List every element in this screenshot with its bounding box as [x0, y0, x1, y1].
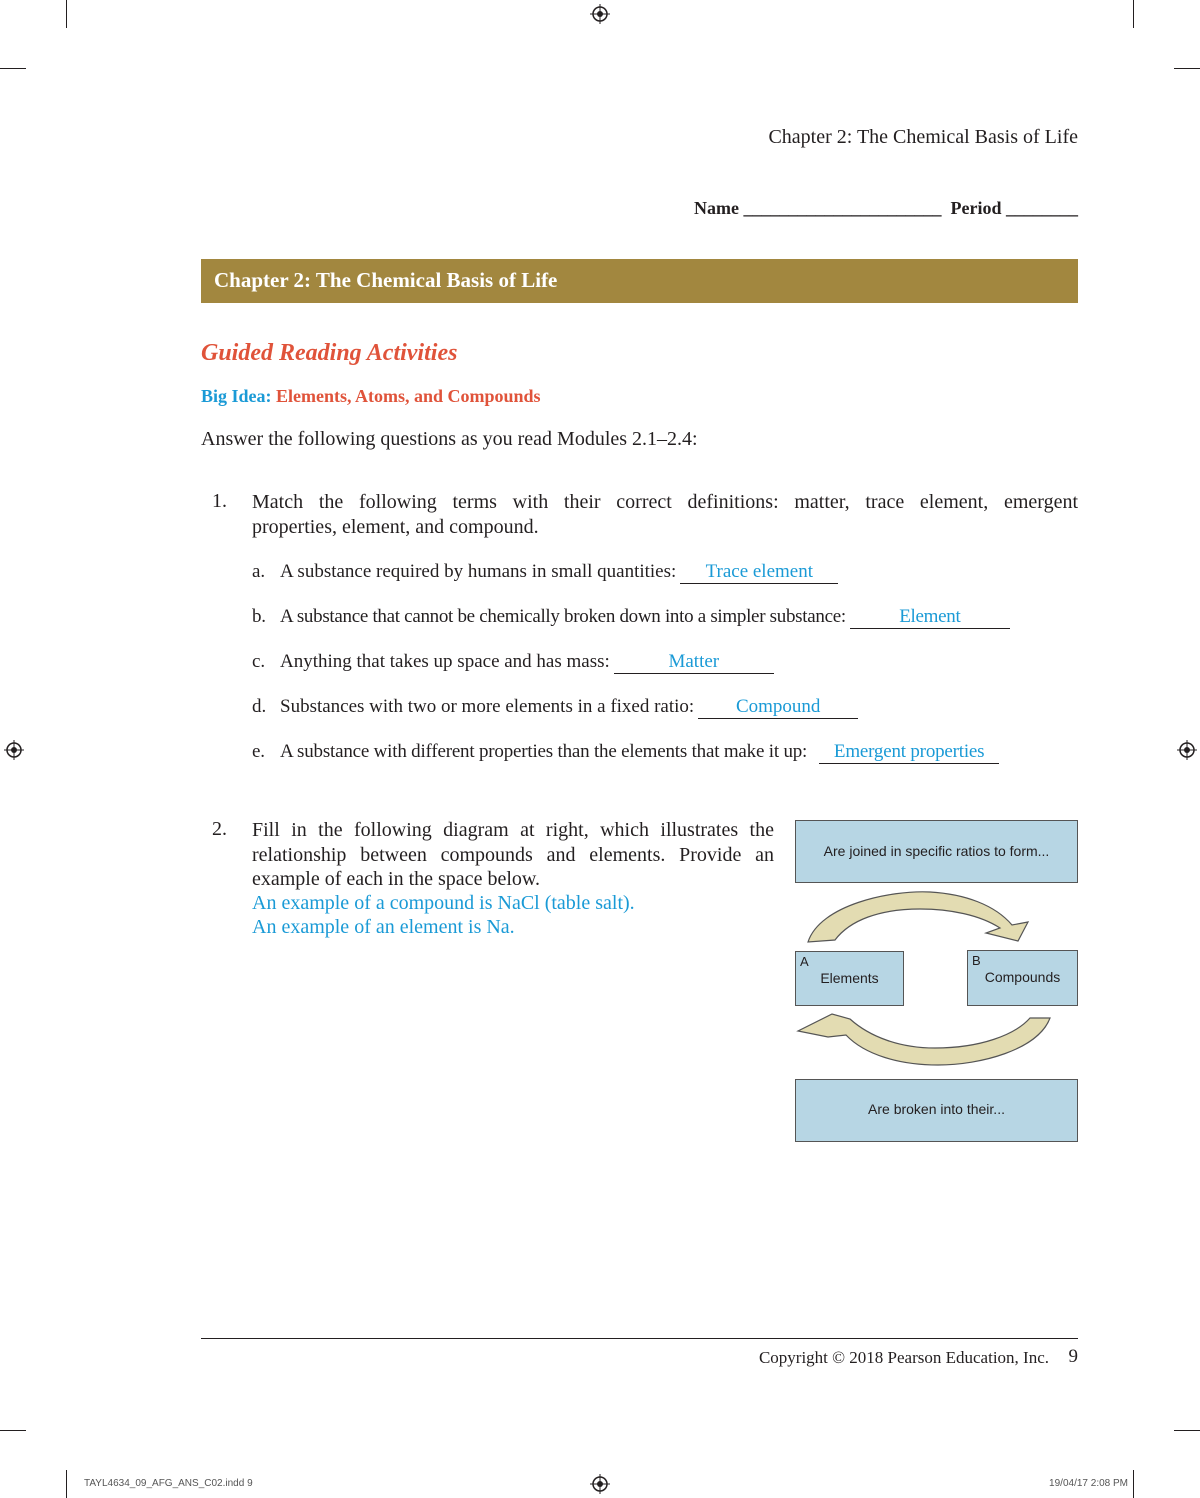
item-text: A substance that cannot be chemically broken down into a simpler substance:	[280, 606, 846, 627]
answer-blank[interactable]: Emergent properties	[819, 741, 999, 764]
registration-mark-icon	[1177, 740, 1197, 760]
curved-arrow-top-icon	[808, 892, 1028, 942]
intro-text: Answer the following questions as you read Modules 2.1–2.4:	[201, 428, 698, 450]
registration-mark-icon	[4, 740, 24, 760]
diagram-bottom-box	[795, 1079, 1078, 1142]
answer-compound-example: An example of a compound is NaCl (table salt).	[252, 892, 635, 914]
answer-blank[interactable]: Compound	[698, 696, 858, 719]
box-a-label: Elements	[820, 970, 879, 986]
item-text: Substances with two or more elements in a fixed ratio:	[280, 696, 695, 717]
slug-right: 19/04/17 2:08 PM	[1049, 1478, 1128, 1489]
item-letter: c.	[252, 651, 266, 672]
item-letter: d.	[252, 696, 267, 717]
chapter-banner	[201, 259, 1078, 303]
footer-rule	[201, 1338, 1078, 1339]
item-letter: b.	[252, 606, 266, 627]
crop-mark	[1133, 0, 1134, 28]
item-letter: e.	[252, 741, 265, 762]
curved-arrow-bottom-icon	[798, 1014, 1050, 1065]
question-2-line-3: example of each in the space below.	[252, 868, 541, 890]
crop-mark	[1174, 68, 1200, 69]
list-item	[252, 741, 999, 764]
crop-mark	[0, 1430, 26, 1431]
list-item	[252, 696, 858, 719]
question-number: 2.	[212, 818, 227, 840]
crop-mark	[1174, 1430, 1200, 1431]
answer-blank[interactable]: Element	[850, 606, 1010, 629]
chapter-title: Chapter 2: The Chemical Basis of Life	[214, 268, 558, 292]
answer-blank[interactable]: Matter	[614, 651, 774, 674]
section-title: Guided Reading Activities	[201, 340, 458, 366]
box-b-tag: B	[972, 953, 981, 968]
diagram-top-label: Are joined in specific ratios to form...	[823, 843, 1050, 859]
answer-element-example: An example of an element is Na.	[252, 916, 515, 938]
crop-mark	[0, 68, 26, 69]
item-letter: a.	[252, 561, 266, 582]
list-item	[252, 651, 774, 674]
diagram-bottom-label: Are broken into their...	[868, 1101, 1005, 1117]
page-number: 9	[1068, 1346, 1078, 1367]
big-idea	[201, 386, 541, 407]
big-idea-value: Elements, Atoms, and Compounds	[276, 386, 541, 406]
list-item	[252, 561, 838, 584]
item-text: A substance with different properties than the elements that make it up:	[280, 741, 808, 762]
box-a-tag: A	[800, 954, 809, 969]
diagram-box-b	[967, 950, 1078, 1006]
question-1-line-1: Match the following terms with their correct definitions: matter, trace element, emergent	[252, 491, 1078, 513]
name-period-line: Name ______________________ Period ________	[694, 198, 1078, 218]
diagram-box-a	[795, 951, 904, 1006]
registration-mark-icon	[590, 1474, 610, 1494]
copyright: Copyright © 2018 Pearson Education, Inc.	[758, 1348, 1049, 1367]
item-text: Anything that takes up space and has mass:	[280, 651, 610, 672]
question-2-line-2: relationship between compounds and elements. Provide an	[252, 844, 774, 866]
crop-mark	[66, 1470, 67, 1498]
diagram-top-box	[795, 820, 1078, 883]
slug-left: TAYL4634_09_AFG_ANS_C02.indd 9	[84, 1478, 253, 1489]
question-number: 1.	[212, 490, 227, 512]
registration-mark-icon	[590, 4, 610, 24]
item-text: A substance required by humans in small quantities:	[280, 561, 677, 582]
crop-mark	[66, 0, 67, 28]
running-head: Chapter 2: The Chemical Basis of Life	[768, 126, 1078, 148]
box-b-label: Compounds	[984, 969, 1061, 985]
list-item	[252, 606, 1010, 629]
answer-blank[interactable]: Trace element	[680, 561, 838, 584]
crop-mark	[1133, 1470, 1134, 1498]
question-2-line-1: Fill in the following diagram at right, which illustrates the	[252, 819, 774, 841]
question-1-line-2: properties, element, and compound.	[252, 516, 539, 538]
big-idea-label: Big Idea:	[201, 386, 272, 406]
